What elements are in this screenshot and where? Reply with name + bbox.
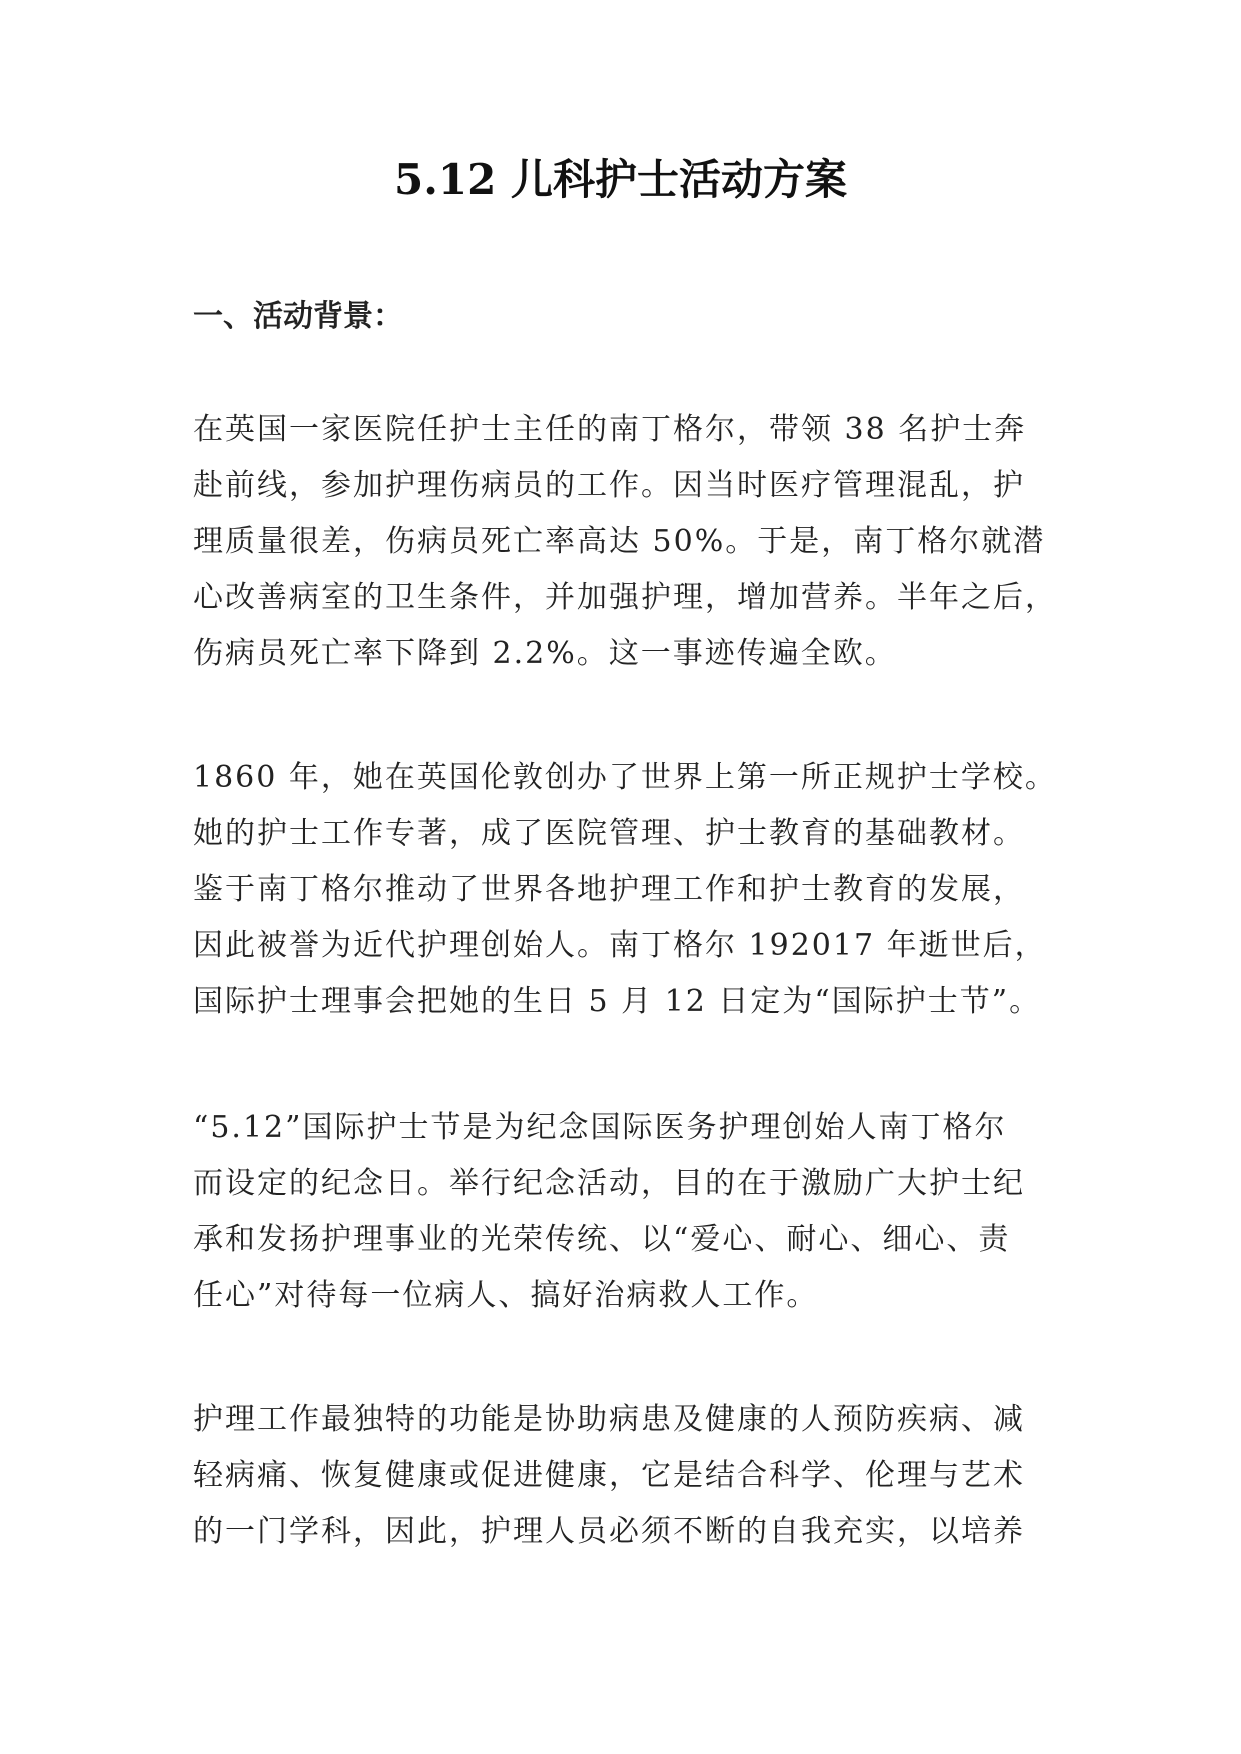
paragraph-line: 她的护士工作专著，成了医院管理、护士教育的基础教材。 [193,816,1025,851]
paragraph-line: 护理工作最独特的功能是协助病患及健康的人预防疾病、减 [193,1402,1025,1437]
paragraph-1 [193,402,1063,682]
paragraph-line: 心改善病室的卫生条件，并加强护理，增加营养。半年之后， [193,580,1057,615]
paragraph-3 [193,1100,1063,1324]
paragraph-line: 在英国一家医院任护士主任的南丁格尔，带领 38 名护士奔 [193,412,1027,447]
paragraph-line: 1860 年，她在英国伦敦创办了世界上第一所正规护士学校。 [193,760,1057,795]
paragraph-line: 国际护士理事会把她的生日 5 月 12 日定为“国际护士节”。 [193,984,1042,1019]
paragraph-line: 任心”对待每一位病人、搞好治病救人工作。 [193,1278,819,1313]
paragraph-line: 伤病员死亡率下降到 2.2%。这一事迹传遍全欧。 [193,636,897,671]
paragraph-line: “5.12”国际护士节是为纪念国际医务护理创始人南丁格尔 [193,1110,1007,1145]
paragraph-line: 鉴于南丁格尔推动了世界各地护理工作和护士教育的发展， [193,872,1025,907]
paragraph-4 [193,1392,1063,1560]
section-heading: 一、活动背景： [193,299,403,334]
paragraph-line: 轻病痛、恢复健康或促进健康，它是结合科学、伦理与艺术 [193,1458,1025,1493]
paragraph-line: 赴前线，参加护理伤病员的工作。因当时医疗管理混乱，护 [193,468,1025,503]
document-title: 5.12 儿科护士活动方案 [394,155,847,204]
paragraph-2 [193,750,1063,1030]
paragraph-line: 理质量很差，伤病员死亡率高达 50%。于是，南丁格尔就潜 [193,524,1046,559]
paragraph-line: 因此被誉为近代护理创始人。南丁格尔 192017 年逝世后， [193,928,1047,963]
paragraph-line: 的一门学科，因此，护理人员必须不断的自我充实，以培养 [193,1514,1025,1549]
paragraph-line: 承和发扬护理事业的光荣传统、以“爱心、耐心、细心、责 [193,1222,1011,1257]
paragraph-line: 而设定的纪念日。举行纪念活动，目的在于激励广大护士纪 [193,1166,1025,1201]
